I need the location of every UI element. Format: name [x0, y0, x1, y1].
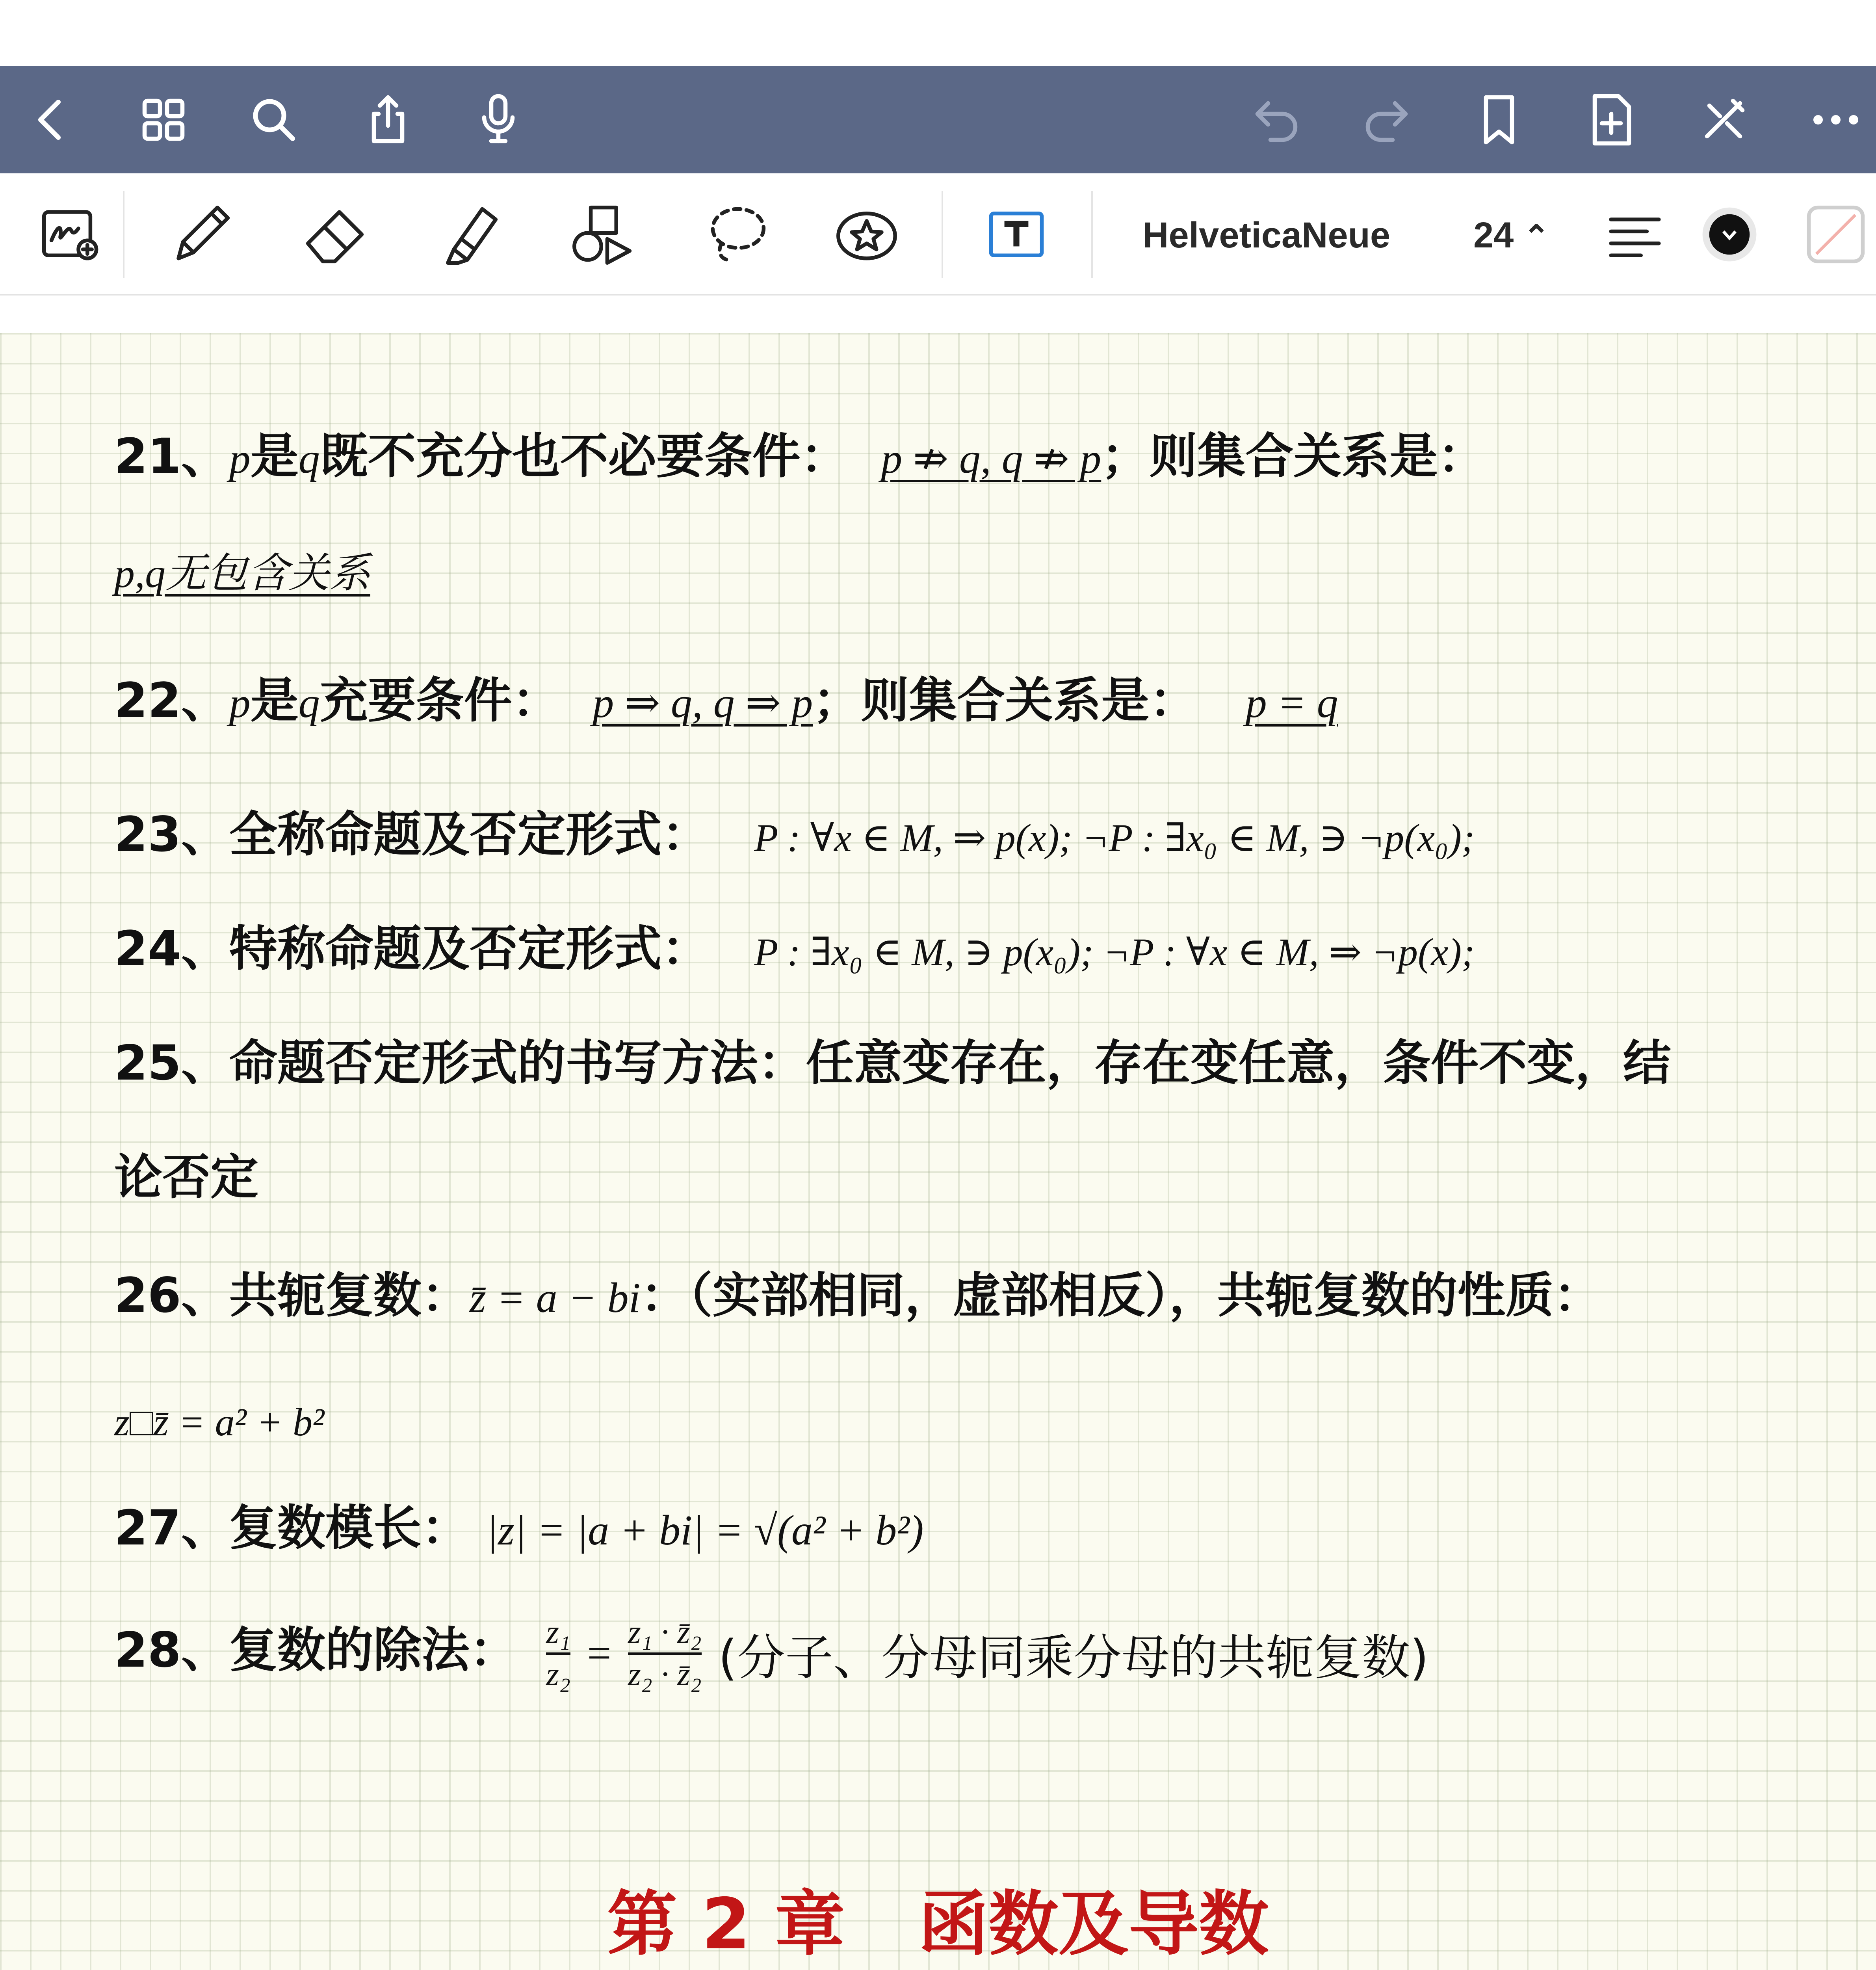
fraction [628, 1613, 702, 1695]
top-navigation-bar [0, 66, 1876, 173]
item-label: 全称命题及否定形式： [229, 807, 710, 862]
item-label: 复数的除法： [229, 1622, 518, 1678]
formula: |z| = |a + bi| = √(a² + b²) [486, 1507, 924, 1554]
back-icon[interactable] [20, 88, 83, 151]
text: ； [813, 673, 861, 729]
formula: P : ∃x₀ ∈ M, ∋ p(x₀); ¬P : ∀x ∈ M, ⇒ ¬p(x); [754, 930, 1475, 974]
item-21 [114, 418, 1486, 487]
item-27 [114, 1489, 924, 1558]
item-number: 21、 [114, 428, 229, 484]
item-number: 24、 [114, 921, 229, 977]
text: 则集合关系是： [1149, 428, 1486, 484]
undo-icon[interactable] [1245, 88, 1308, 151]
item-number: 27、 [114, 1500, 229, 1556]
item-label: 充要条件： [319, 673, 560, 729]
toolbar-divider [942, 191, 943, 278]
chapter-heading: 第 2 章 函数及导数 [607, 1883, 1269, 1965]
more-icon[interactable] [1804, 88, 1867, 151]
item-number: 25、 [114, 1035, 229, 1091]
fraction [546, 1613, 570, 1695]
font-name-selector[interactable]: HelveticaNeue [1142, 215, 1390, 255]
color-picker-icon[interactable] [1690, 195, 1769, 274]
item-label: 共轭复数： [229, 1267, 470, 1323]
text: ； [1101, 428, 1150, 484]
answer-text: p,q无包含关系 [114, 551, 371, 596]
item-25 [114, 1024, 1671, 1093]
math-var: q [298, 435, 320, 482]
formula: P : ∀x ∈ M, ⇒ p(x); ¬P : ∃x₀ ∈ M, ∋ ¬p(x₀); [754, 816, 1475, 860]
shapes-icon[interactable] [563, 195, 642, 274]
text: ：（实部相同，虚部相反），共轭复数的性质： [640, 1267, 1602, 1323]
math-var: p [229, 435, 251, 482]
share-icon[interactable] [357, 88, 420, 151]
fraction-numerator: z₁ · z̄₂ [628, 1613, 702, 1655]
toolbar-divider [1091, 191, 1093, 278]
sticker-icon[interactable] [827, 195, 906, 274]
text: 是 [250, 673, 299, 729]
item-24 [114, 910, 1475, 979]
item-26-property [114, 1391, 324, 1447]
item-number: 28、 [114, 1622, 229, 1678]
formula: p ⇏ q, q ⇏ p [881, 435, 1101, 482]
item-number: 22、 [114, 673, 229, 729]
eraser-size-icon[interactable] [1796, 195, 1875, 274]
item-21-answer [114, 540, 370, 599]
pen-icon[interactable] [162, 195, 240, 274]
chevron-up-down-icon: ⌃ [1523, 219, 1550, 254]
text: (分子、分母同乘分母的共轭复数) [718, 1630, 1429, 1686]
item-number: 26、 [114, 1267, 229, 1323]
item-23 [114, 796, 1475, 865]
close-x-icon[interactable] [1692, 88, 1755, 151]
paragraph-align-icon[interactable] [1596, 195, 1674, 274]
formula: p ⇒ q, q ⇒ p [593, 680, 813, 727]
formula: z̄ = a − bi [469, 1275, 641, 1321]
item-label: 既不充分也不必要条件： [319, 428, 849, 484]
fraction-denominator: z₂ [546, 1656, 571, 1693]
redo-icon[interactable] [1355, 88, 1418, 151]
formula: z□z̄ = a² + b² [114, 1400, 325, 1444]
font-size-selector[interactable] [1473, 215, 1549, 256]
bookmark-icon[interactable] [1467, 88, 1531, 151]
item-label: 特称命题及否定形式： [229, 921, 710, 977]
math-var: p [229, 680, 251, 727]
text: 是 [250, 428, 299, 484]
text: 论否定 [114, 1149, 258, 1205]
microphone-icon[interactable] [467, 88, 530, 151]
item-25-continued [114, 1139, 258, 1208]
grid-icon[interactable] [132, 88, 195, 151]
math-var: q [298, 680, 320, 727]
equals-sign: = [587, 1630, 611, 1677]
item-28 [114, 1611, 1429, 1695]
item-22 [114, 662, 1338, 731]
search-icon[interactable] [242, 88, 305, 151]
fraction-numerator: z₁ [546, 1613, 570, 1655]
item-number: 23、 [114, 807, 229, 862]
font-size-value: 24 [1473, 215, 1514, 255]
answer-formula: p = q [1245, 680, 1338, 727]
eraser-icon[interactable] [295, 195, 374, 274]
item-label: 命题否定形式的书写方法： [229, 1035, 806, 1091]
fraction-denominator: z₂ · z̄₂ [628, 1656, 702, 1693]
toolbar-divider [123, 191, 124, 278]
text: 任意变存在，存在变任意，条件不变，结 [806, 1035, 1671, 1091]
highlighter-icon[interactable] [429, 195, 508, 274]
item-26 [114, 1257, 1602, 1326]
text-tool-icon[interactable] [977, 195, 1056, 274]
drawing-toolbar [0, 173, 1876, 296]
text: 则集合关系是： [861, 673, 1198, 729]
item-label: 复数模长： [229, 1500, 470, 1556]
lasso-icon[interactable] [697, 195, 776, 274]
handwriting-search-icon[interactable] [32, 195, 110, 274]
add-page-icon[interactable] [1580, 88, 1643, 151]
